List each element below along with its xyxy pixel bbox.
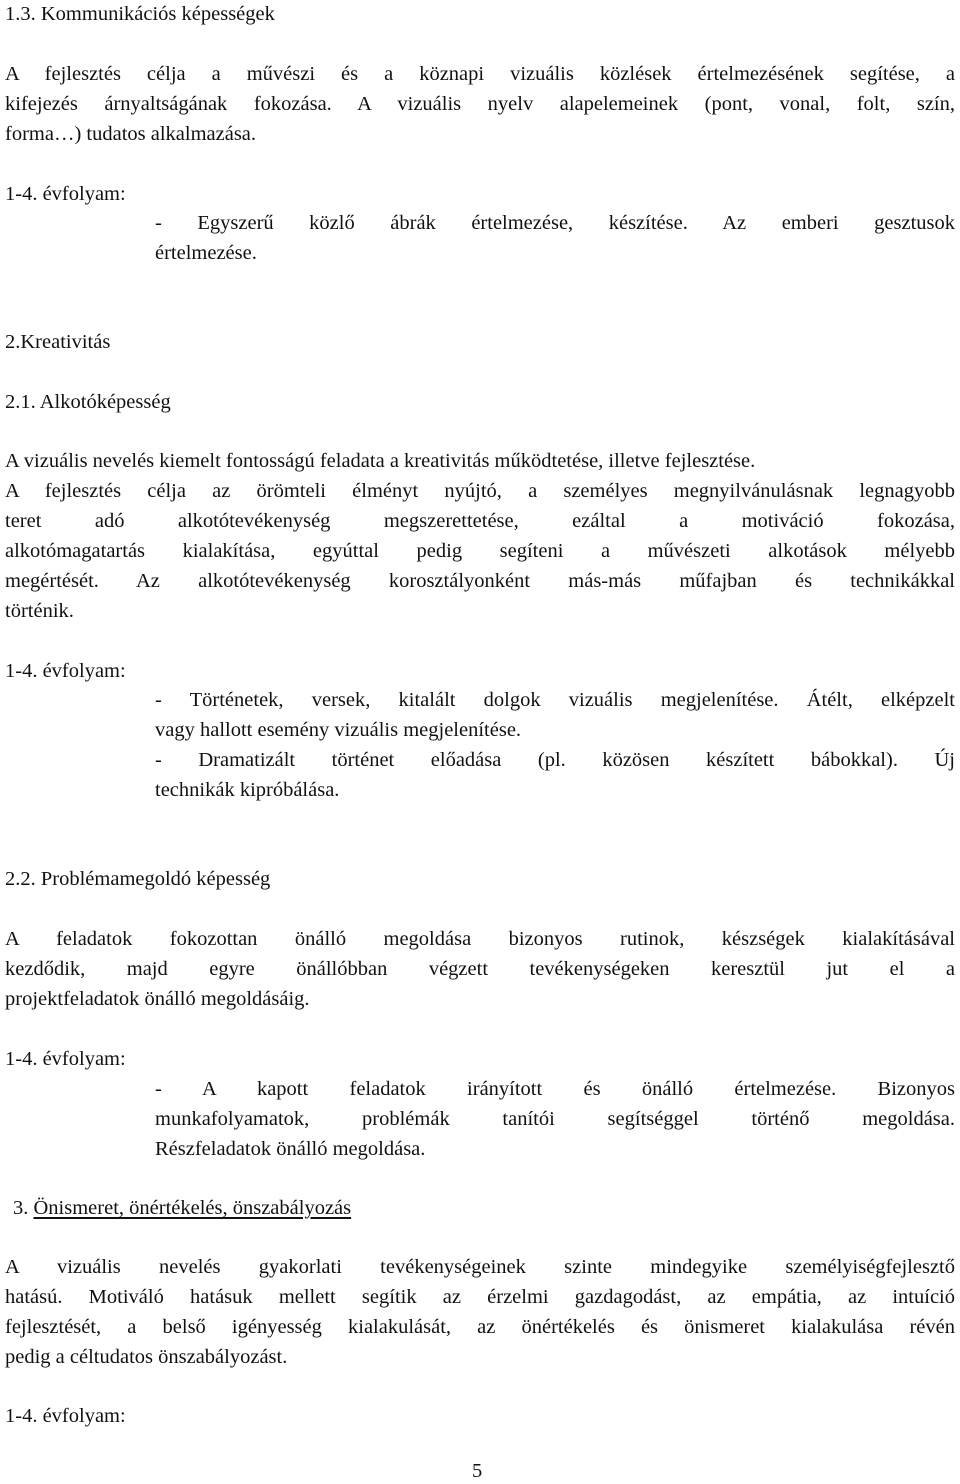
paragraph-line: forma…) tudatos alkalmazása. <box>5 123 257 145</box>
paragraph-line: A feladatok fokozottan önálló megoldása bizonyos rutinok, készségek kialakításával <box>5 928 955 950</box>
paragraph-line: megértését. Az alkotótevékenység korosztályonként más-más műfajban és technikákkal <box>5 570 955 592</box>
section-number: 3. <box>13 1197 29 1219</box>
list-item-line: munkafolyamatok, problémák tanítói segítséggel történő megoldása. <box>155 1108 955 1130</box>
grade-label: 1-4. évfolyam: <box>5 1405 126 1427</box>
list-item-line: értelmezése. <box>155 242 257 264</box>
section-heading-2-2: 2.2. Problémamegoldó képesség <box>5 868 271 890</box>
list-item-line: Részfeladatok önálló megoldása. <box>155 1138 426 1160</box>
paragraph-line: történik. <box>5 600 74 622</box>
paragraph-line: pedig a céltudatos önszabályozást. <box>5 1346 288 1368</box>
section-title: Önismeret, önértékelés, önszabályozás <box>33 1197 352 1219</box>
list-item-line: vagy hallott esemény vizuális megjelenítése. <box>155 719 522 741</box>
paragraph-line: A vizuális nevelés gyakorlati tevékenységeinek szinte mindegyike személyiségfejlesztő <box>5 1256 955 1278</box>
list-item-line: - Dramatizált történet előadása (pl. közösen készített bábokkal). Új <box>155 749 955 771</box>
list-item-line: technikák kipróbálása. <box>155 779 340 801</box>
paragraph-line: kifejezés árnyaltságának fokozása. A vizuális nyelv alapelemeinek (pont, vonal, folt, szín, <box>5 93 955 115</box>
section-heading-3 <box>13 1196 351 1220</box>
grade-label: 1-4. évfolyam: <box>5 1048 126 1070</box>
grade-label: 1-4. évfolyam: <box>5 660 126 682</box>
section-heading-2: 2.Kreativitás <box>5 331 111 353</box>
paragraph-line: A fejlesztés célja az örömteli élményt nyújtó, a személyes megnyilvánulásnak legnagyobb <box>5 480 955 502</box>
section-heading-1-3: 1.3. Kommunikációs képességek <box>5 3 275 25</box>
paragraph-line: hatású. Motiváló hatásuk mellett segítik az érzelmi gazdagodást, az empátia, az intuíció <box>5 1286 955 1308</box>
paragraph-line: alkotómagatartás kialakítása, egyúttal pedig segíteni a művészeti alkotások mélyebb <box>5 540 955 562</box>
section-heading-2-1: 2.1. Alkotóképesség <box>5 391 171 413</box>
page-number: 5 <box>472 1460 483 1482</box>
list-item-line: - A kapott feladatok irányított és önálló értelmezése. Bizonyos <box>155 1078 955 1100</box>
paragraph-line: A vizuális nevelés kiemelt fontosságú feladata a kreativitás működtetése, illetve fejlesztése. <box>5 450 756 472</box>
list-item-line: - Történetek, versek, kitalált dolgok vizuális megjelenítése. Átélt, elképzelt <box>155 689 955 711</box>
paragraph-line: teret adó alkotótevékenység megszerettetése, ezáltal a motiváció fokozása, <box>5 510 955 532</box>
paragraph-line: projektfeladatok önálló megoldásáig. <box>5 988 310 1010</box>
paragraph-line: fejlesztését, a belső igényesség kialakulását, az önértékelés és önismeret kialakulása révén <box>5 1316 955 1338</box>
paragraph-line: A fejlesztés célja a művészi és a köznapi vizuális közlések értelmezésének segítése, a <box>5 63 955 85</box>
paragraph-line: kezdődik, majd egyre önállóbban végzett tevékenységeken keresztül jut el a <box>5 958 955 980</box>
list-item-line: - Egyszerű közlő ábrák értelmezése, készítése. Az emberi gesztusok <box>155 212 955 234</box>
grade-label: 1-4. évfolyam: <box>5 183 126 205</box>
